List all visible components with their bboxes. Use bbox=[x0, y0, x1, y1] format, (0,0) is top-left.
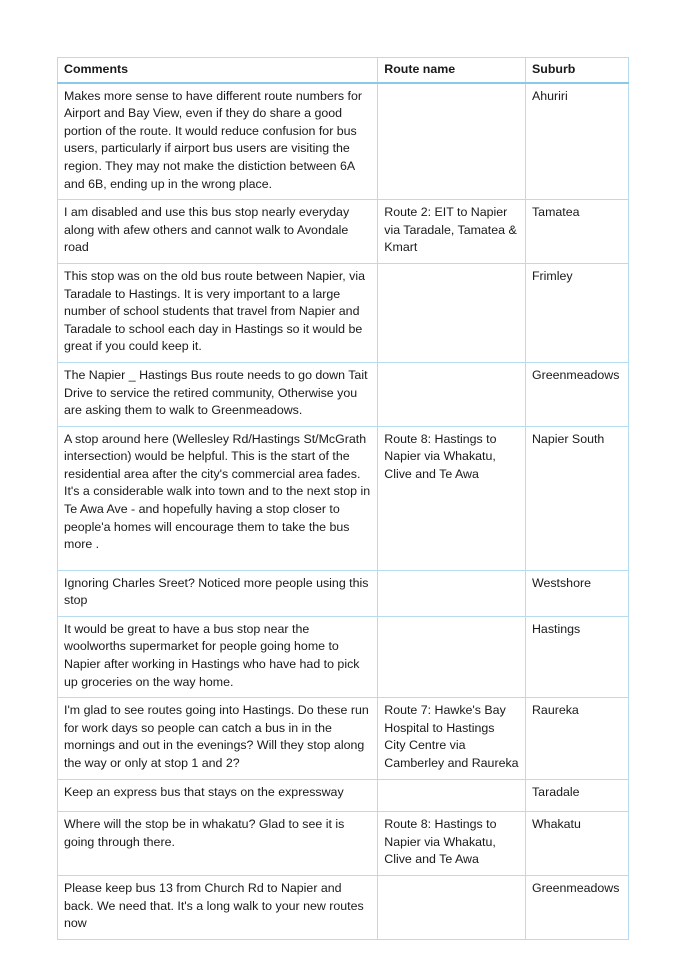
suburb-cell: Greenmeadows bbox=[525, 876, 628, 940]
comments-table bbox=[57, 57, 629, 940]
suburb-cell: Tamatea bbox=[525, 200, 628, 264]
suburb-cell: Hastings bbox=[525, 616, 628, 697]
suburb-cell: Westshore bbox=[525, 570, 628, 616]
route-name-cell bbox=[378, 780, 526, 812]
comment-cell: Ignoring Charles Sreet? Noticed more people using this stop bbox=[58, 570, 378, 616]
table-row bbox=[58, 200, 629, 264]
route-name-cell: Route 8: Hastings to Napier via Whakatu, Clive and Te Awa bbox=[378, 426, 526, 570]
route-name-cell bbox=[378, 616, 526, 697]
table-row bbox=[58, 616, 629, 697]
suburb-cell: Ahuriri bbox=[525, 83, 628, 200]
suburb-cell: Greenmeadows bbox=[525, 362, 628, 426]
table-row bbox=[58, 83, 629, 200]
table-row bbox=[58, 698, 629, 780]
route-name-cell bbox=[378, 876, 526, 940]
comment-cell: The Napier _ Hastings Bus route needs to go down Tait Drive to service the retired community, Otherwise you are asking them to walk to Greenmeadows. bbox=[58, 362, 378, 426]
route-name-cell: Route 8: Hastings to Napier via Whakatu, Clive and Te Awa bbox=[378, 812, 526, 876]
comment-cell: I am disabled and use this bus stop nearly everyday along with afew others and cannot walk to Avondale road bbox=[58, 200, 378, 264]
table-row bbox=[58, 263, 629, 362]
table-row bbox=[58, 812, 629, 876]
table-row bbox=[58, 780, 629, 812]
comment-cell: Makes more sense to have different route numbers for Airport and Bay View, even if they do share a good portion of the route. It would reduce confusion for bus users, particularly if airport bus users are visiting the region. They may not make the distiction between 6A and 6B, ending up in the wrong place. bbox=[58, 83, 378, 200]
suburb-cell: Taradale bbox=[525, 780, 628, 812]
table-row bbox=[58, 362, 629, 426]
comment-cell: Keep an express bus that stays on the expressway bbox=[58, 780, 378, 812]
table-row bbox=[58, 876, 629, 940]
comment-cell: This stop was on the old bus route between Napier, via Taradale to Hastings. It is very important to a large number of school students that travel from Napier and Taradale to school each day in Hastings so it would be great if you could keep it. bbox=[58, 263, 378, 362]
comment-cell: Please keep bus 13 from Church Rd to Napier and back. We need that. It's a long walk to your new routes now bbox=[58, 876, 378, 940]
route-name-cell bbox=[378, 362, 526, 426]
suburb-cell: Whakatu bbox=[525, 812, 628, 876]
table-header-row bbox=[58, 58, 629, 83]
comment-cell: It would be great to have a bus stop near the woolworths supermarket for people going home to Napier after working in Hastings who have had to pick up groceries on the way home. bbox=[58, 616, 378, 697]
suburb-cell: Raureka bbox=[525, 698, 628, 780]
header-suburb: Suburb bbox=[525, 58, 628, 83]
route-name-cell: Route 2: EIT to Napier via Taradale, Tamatea & Kmart bbox=[378, 200, 526, 264]
comment-cell: A stop around here (Wellesley Rd/Hastings St/McGrath intersection) would be helpful. This is the start of the residential area after the city's commercial area fades. It's a considerable walk into town and to the next stop in Te Awa Ave - and hopefully having a stop closer to people'a homes will encourage them to take the bus more . bbox=[58, 426, 378, 570]
header-route-name: Route name bbox=[378, 58, 526, 83]
route-name-cell bbox=[378, 570, 526, 616]
suburb-cell: Napier South bbox=[525, 426, 628, 570]
route-name-cell bbox=[378, 263, 526, 362]
suburb-cell: Frimley bbox=[525, 263, 628, 362]
table-row bbox=[58, 426, 629, 570]
comment-cell: I'm glad to see routes going into Hastings. Do these run for work days so people can catch a bus in in the mornings and out in the evenings? Will they stop along the way or only at stop 1 and 2? bbox=[58, 698, 378, 780]
route-name-cell: Route 7: Hawke's Bay Hospital to Hastings City Centre via Camberley and Raureka bbox=[378, 698, 526, 780]
comment-cell: Where will the stop be in whakatu? Glad to see it is going through there. bbox=[58, 812, 378, 876]
header-comments: Comments bbox=[58, 58, 378, 83]
table-row bbox=[58, 570, 629, 616]
route-name-cell bbox=[378, 83, 526, 200]
